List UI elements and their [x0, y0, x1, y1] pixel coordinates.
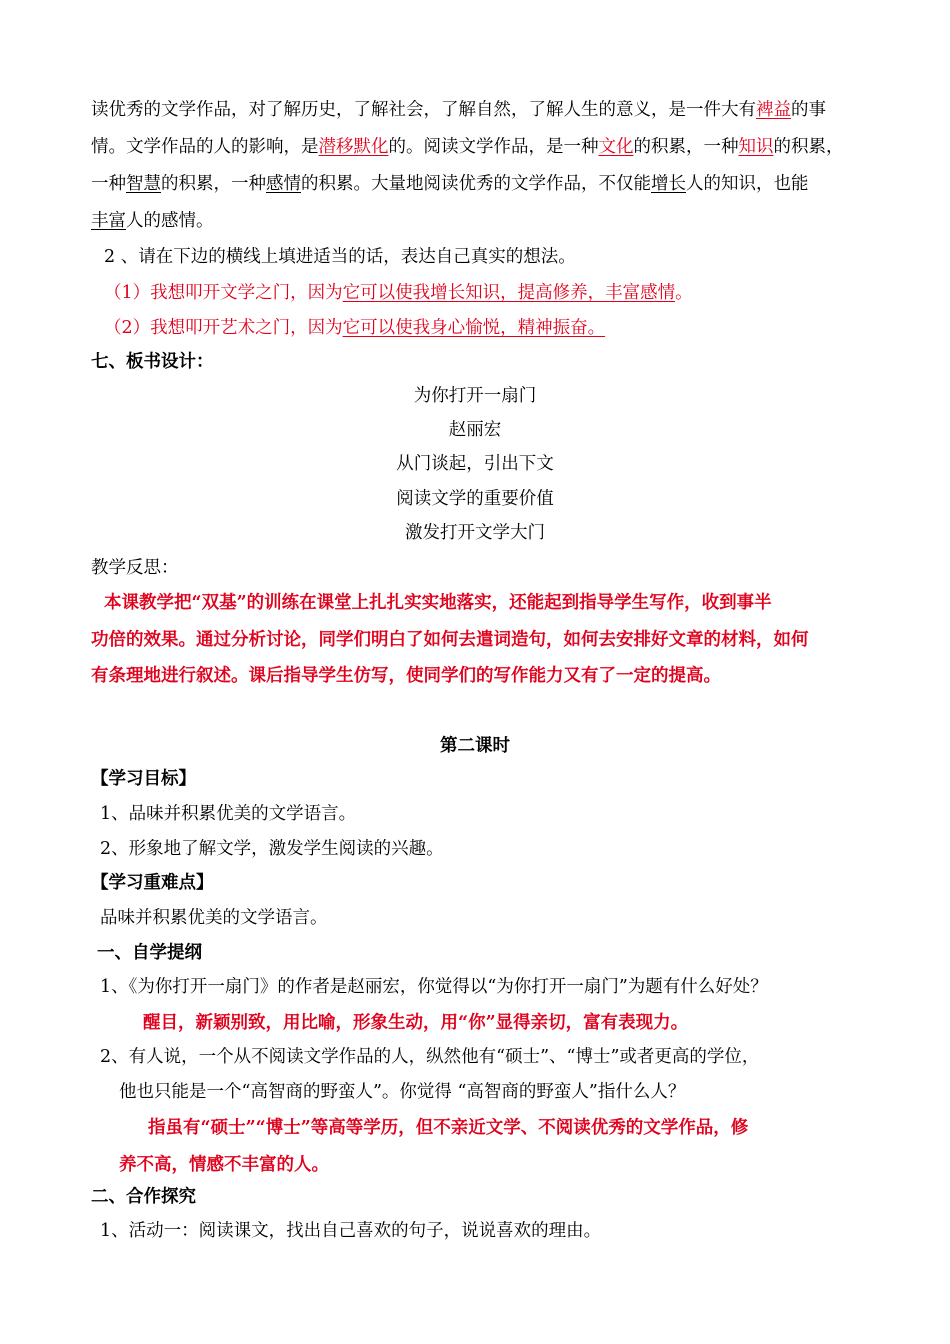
underlined-answer: 增长 [651, 174, 686, 194]
reflection-line: 有条理地进行叙述。课后指导学生仿写，使同学们的写作能力又有了一定的提高。 [91, 666, 721, 686]
reflection-line: 本课教学把“双基”的训练在课堂上扎扎实实地落实，还能起到指导学生写作，收到事半 [104, 593, 772, 613]
key-point: 品味并积累优美的文学语言。 [100, 908, 328, 928]
goal-item: 1、品味并积累优美的文学语言。 [100, 804, 357, 824]
reflection-line: 功倍的效果。通过分析讨论，同学们明白了如何去遣词造句，如何去安排好文章的材料，如何 [91, 630, 809, 650]
board-line: 为你打开一扇门 [413, 386, 537, 406]
self-study-question-2-cont: 他也只能是一个“高智商的野蛮人”。你觉得 “高智商的野蛮人”指什么人？ [119, 1082, 686, 1102]
cooperative-heading: 二、合作探究 [91, 1187, 196, 1207]
reflection-label: 教学反思： [91, 558, 179, 578]
paragraph-line-4: 丰富人的感情。 [91, 211, 214, 231]
board-line: 阅读文学的重要价值 [396, 489, 554, 509]
paragraph-line-1: 读优秀的文学作品，对了解历史，了解社会，了解自然，了解人生的意义，是一件大有裨益的事 [91, 100, 826, 120]
board-line: 从门谈起，引出下文 [396, 454, 554, 474]
paragraph-line-2: 情。文学作品的人的影响，是潜移默化的。阅读文学作品，是一种文化的积累，一种知识的积累， [91, 137, 844, 157]
cooperative-activity-1: 1、活动一：阅读课文，找出自己喜欢的句子，说说喜欢的理由。 [100, 1221, 602, 1241]
lesson-2-title: 第二课时 [440, 736, 510, 756]
goals-heading: 【学习目标】 [91, 769, 196, 789]
answer-1: （1）我想叩开文学之门，因为它可以使我增长知识，提高修养，丰富感情。 [104, 283, 693, 303]
board-line: 赵丽宏 [448, 420, 502, 440]
self-study-answer-2: 指虽有“硕士”“博士”等高等学历，但不亲近文学、不阅读优秀的文学作品，修 [148, 1118, 749, 1138]
underlined-answer: 裨益 [756, 100, 791, 120]
goal-item: 2、形象地了解文学，激发学生阅读的兴趣。 [100, 839, 444, 859]
underlined-answer: 智慧 [126, 174, 161, 194]
underlined-answer: 知识 [738, 137, 774, 157]
self-study-question-1: 1、《为你打开一扇门》的作者是赵丽宏，你觉得以“为你打开一扇门”为题有什么好处？ [100, 977, 768, 997]
key-points-heading: 【学习重难点】 [91, 873, 214, 893]
underlined-answer: 潜移默化 [318, 137, 389, 157]
self-study-answer-2-cont: 养不高，情感不丰富的人。 [119, 1155, 329, 1175]
paragraph-line-3: 一种智慧的积累，一种感情的积累。大量地阅读优秀的文学作品，不仅能增长人的知识，也能 [91, 174, 809, 194]
question-2: 2 、请在下边的横线上填进适当的话，表达自己真实的想法。 [104, 247, 576, 267]
underlined-answer: 感情 [266, 174, 301, 194]
self-study-question-2: 2、有人说，一个从不阅读文学作品的人，纵然他有“硕士”、“博士”或者更高的学位， [100, 1047, 760, 1067]
board-design-heading: 七、板书设计： [91, 352, 214, 372]
self-study-heading: 一、自学提纲 [97, 943, 202, 963]
self-study-answer-1: 醒目，新颖别致，用比喻，形象生动，用“你”显得亲切，富有表现力。 [143, 1013, 689, 1033]
board-line: 激发打开文学大门 [405, 523, 545, 543]
answer-2: （2）我想叩开艺术之门，因为它可以使我身心愉悦，精神振奋。 [104, 318, 606, 338]
underlined-answer: 文化 [598, 137, 634, 157]
underlined-answer: 丰富 [91, 211, 126, 231]
